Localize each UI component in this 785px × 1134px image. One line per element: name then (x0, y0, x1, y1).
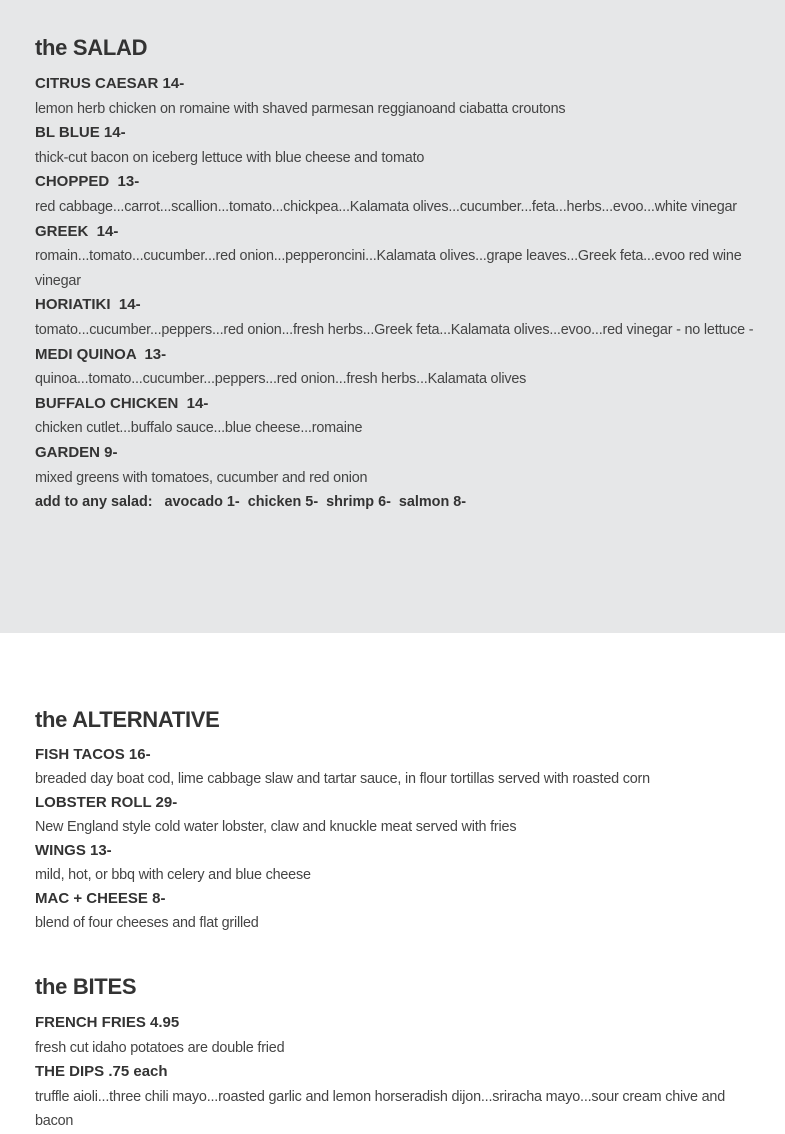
menu-item-description: romain...tomato...cucumber...red onion...pepperoncini...Kalamata olives...grape leaves...Greek feta...evoo red wine vinegar (35, 248, 742, 289)
menu-item (35, 392, 755, 441)
menu-item (35, 887, 755, 935)
menu-item-name: CHOPPED 13- (35, 173, 140, 191)
menu-item (35, 1060, 755, 1134)
menu-item-description: tomato...cucumber...peppers...red onion...fresh herbs...Greek feta...Kalamata olives...evoo...red vinegar - no lettuce - (35, 321, 754, 338)
menu-item-description: fresh cut idaho potatoes are double fried (35, 1039, 285, 1056)
menu-item-description: breaded day boat cod, lime cabbage slaw and tartar sauce, in flour tortillas served with roasted corn (35, 771, 650, 787)
menu-item-name: THE DIPS .75 each (35, 1063, 168, 1080)
menu-item (35, 72, 755, 121)
menu-item-name: MAC + CHEESE 8- (35, 890, 166, 907)
menu-item-name: WINGS 13- (35, 842, 112, 859)
menu-item-description: thick-cut bacon on iceberg lettuce with blue cheese and tomato (35, 149, 425, 166)
alternative-section-title: the ALTERNATIVE (35, 707, 220, 732)
menu-item (35, 220, 755, 294)
alternative-menu-list (35, 743, 755, 935)
bites-menu-list (35, 1011, 755, 1134)
menu-item-description: blend of four cheeses and flat grilled (35, 915, 259, 931)
menu-item (35, 170, 755, 219)
menu-item (35, 441, 755, 490)
menu-item-description: mixed greens with tomatoes, cucumber and red onion (35, 469, 368, 486)
menu-item (35, 791, 755, 839)
menu-item-name: BUFFALO CHICKEN 14- (35, 394, 209, 412)
salad-addons: add to any salad: avocado 1- chicken 5- shrimp 6- salmon 8- (35, 494, 467, 511)
menu-item-name: CITRUS CAESAR 14- (35, 75, 185, 92)
menu-item-name: GREEK 14- (35, 222, 119, 240)
menu-item-description: chicken cutlet...buffalo sauce...blue cheese...romaine (35, 420, 363, 437)
menu-item-name: BL BLUE 14- (35, 124, 126, 142)
menu-item-description: quinoa...tomato...cucumber...peppers...red onion...fresh herbs...Kalamata olives (35, 371, 527, 388)
menu-item (35, 1011, 755, 1060)
menu-item-description: mild, hot, or bbq with celery and blue cheese (35, 867, 311, 883)
menu-item (35, 743, 755, 791)
menu-item (35, 293, 755, 342)
bites-section-title: the BITES (35, 974, 137, 999)
menu-item-name: MEDI QUINOA 13- (35, 345, 167, 363)
menu-item-description: red cabbage...carrot...scallion...tomato...chickpea...Kalamata olives...cucumber...feta...herbs...evoo...white vinegar (35, 198, 737, 215)
menu-item-name: FRENCH FRIES 4.95 (35, 1014, 180, 1031)
menu-item-name: FISH TACOS 16- (35, 746, 151, 763)
menu-item (35, 343, 755, 392)
menu-item-name: HORIATIKI 14- (35, 296, 141, 314)
menu-item-name: LOBSTER ROLL 29- (35, 794, 178, 811)
menu-item-description: truffle aioli...three chili mayo...roasted garlic and lemon horseradish dijon...sriracha mayo...sour cream chive and bacon (35, 1088, 726, 1129)
menu-item (35, 839, 755, 887)
salad-section-title: the SALAD (35, 35, 148, 60)
menu-item (35, 121, 755, 170)
salad-menu-list (35, 72, 755, 515)
menu-item-description: lemon herb chicken on romaine with shaved parmesan reggianoand ciabatta croutons (35, 100, 566, 117)
menu-item-description: New England style cold water lobster, claw and knuckle meat served with fries (35, 819, 517, 835)
menu-item-name: GARDEN 9- (35, 443, 118, 461)
